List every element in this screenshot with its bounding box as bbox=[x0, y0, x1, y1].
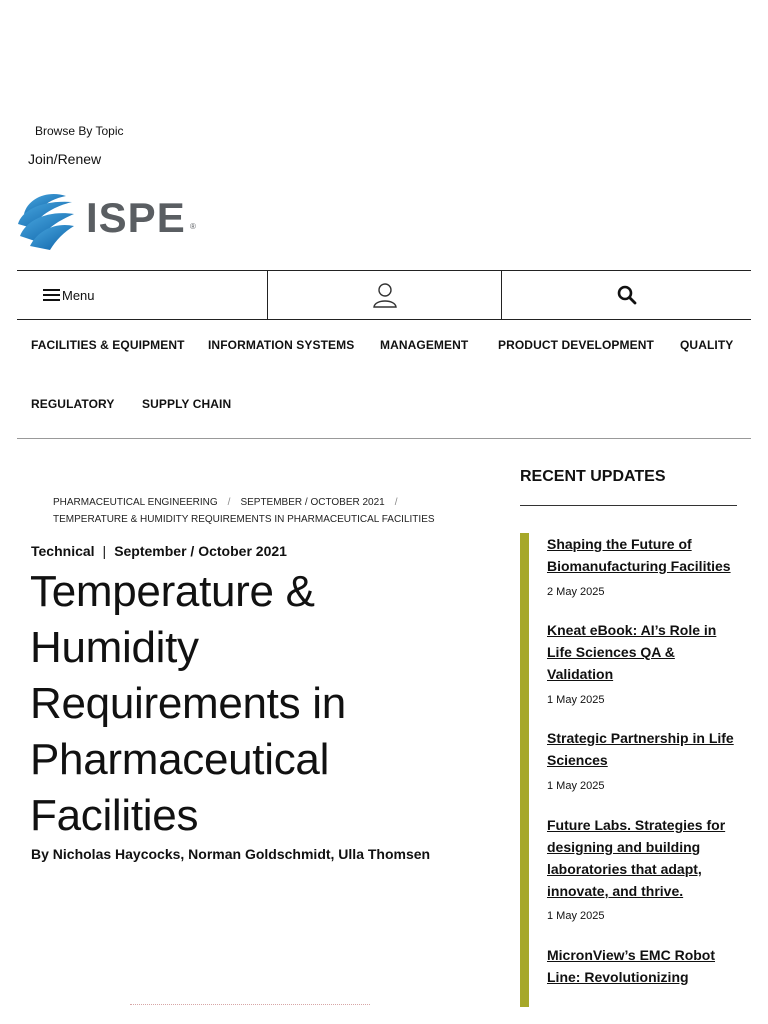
recent-update-link[interactable]: Shaping the Future of Biomanufacturing Facilities bbox=[547, 536, 731, 574]
recent-update-link[interactable]: Strategic Partnership in Life Sciences bbox=[547, 730, 734, 768]
article-category[interactable]: Technical bbox=[31, 543, 95, 559]
search-icon bbox=[617, 285, 637, 305]
recent-update-date: 1 May 2025 bbox=[547, 780, 605, 792]
ispe-swirl-icon bbox=[16, 190, 78, 252]
recent-updates-accent-bar bbox=[520, 533, 529, 1007]
topic-supply-chain[interactable]: SUPPLY CHAIN bbox=[142, 397, 232, 411]
search-button[interactable] bbox=[502, 271, 751, 319]
recent-update-date: 1 May 2025 bbox=[547, 910, 605, 922]
topic-quality[interactable]: QUALITY bbox=[680, 338, 734, 352]
breadcrumb bbox=[53, 494, 473, 528]
breadcrumb-separator: / bbox=[394, 497, 398, 508]
breadcrumb-separator: / bbox=[227, 497, 231, 508]
main-navbar bbox=[17, 270, 751, 320]
topic-information-systems[interactable]: INFORMATION SYSTEMS bbox=[208, 338, 355, 352]
hamburger-icon bbox=[43, 289, 60, 301]
topic-facilities-equipment[interactable]: FACILITIES & EQUIPMENT bbox=[31, 338, 185, 352]
ispe-logo[interactable] bbox=[16, 190, 206, 252]
topic-regulatory[interactable]: REGULATORY bbox=[31, 397, 115, 411]
faded-content-edge bbox=[130, 1004, 370, 1008]
join-renew-link[interactable]: Join/Renew bbox=[28, 151, 102, 167]
logo-registered-mark: ® bbox=[190, 222, 196, 231]
account-button[interactable] bbox=[268, 271, 502, 319]
recent-update-link[interactable]: Kneat eBook: AI’s Role in Life Sciences QA & Validation bbox=[547, 622, 717, 682]
topic-product-development[interactable]: PRODUCT DEVELOPMENT bbox=[498, 338, 654, 352]
article-meta bbox=[31, 543, 287, 559]
logo-wordmark: ISPE bbox=[86, 194, 186, 241]
recent-updates-divider bbox=[520, 505, 737, 506]
menu-button[interactable] bbox=[17, 271, 268, 319]
recent-updates-heading: RECENT UPDATES bbox=[520, 468, 666, 485]
page-title: Temperature & Humidity Requirements in Pharmaceutical Facilities bbox=[30, 567, 346, 840]
recent-update-link[interactable]: Future Labs. Strategies for designing and building laboratories that adapt, innovate, and thrive. bbox=[547, 817, 726, 899]
user-icon bbox=[372, 282, 398, 308]
article-issue[interactable]: September / October 2021 bbox=[114, 543, 287, 559]
topic-nav bbox=[17, 320, 751, 439]
breadcrumb-item-current: TEMPERATURE & HUMIDITY REQUIREMENTS IN PHARMACEUTICAL FACILITIES bbox=[53, 514, 435, 525]
breadcrumb-item-issue[interactable]: SEPTEMBER / OCTOBER 2021 bbox=[240, 497, 385, 508]
breadcrumb-item-pharmaceutical-engineering[interactable]: PHARMACEUTICAL ENGINEERING bbox=[53, 497, 218, 508]
meta-separator: | bbox=[102, 543, 107, 559]
topic-management[interactable]: MANAGEMENT bbox=[380, 338, 469, 352]
recent-update-link[interactable]: MicronView’s EMC Robot Line: Revolutionizing bbox=[547, 947, 716, 985]
recent-update-date: 1 May 2025 bbox=[547, 694, 605, 706]
article-byline: By Nicholas Haycocks, Norman Goldschmidt, Ulla Thomsen bbox=[31, 846, 431, 862]
menu-label: Menu bbox=[62, 287, 95, 303]
browse-by-topic-link[interactable]: Browse By Topic bbox=[35, 124, 124, 138]
recent-update-date: 2 May 2025 bbox=[547, 586, 605, 598]
